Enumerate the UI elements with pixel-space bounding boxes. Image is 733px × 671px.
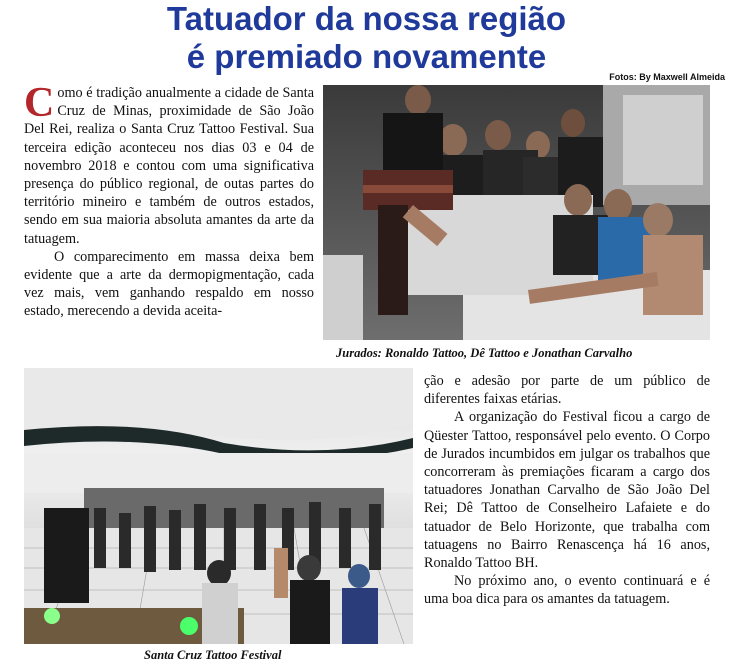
headline-line-1: Tatuador da nossa região <box>166 0 567 37</box>
paragraph-5: No próximo ano, o evento continuará e é uma boa dica para os amantes da tatuagem. <box>424 573 710 608</box>
festival-photo <box>24 368 413 644</box>
paragraph-2: O comparecimento em massa deixa bem evidente que a arte da dermopigmentação, cada vez mais, vem ganhando respaldo em nosso estado, merecendo a devida aceita- <box>24 248 314 320</box>
judges-photo <box>323 85 710 340</box>
paragraph-4: A organização do Festival ficou a cargo de Qüester Tattoo, responsável pelo evento. O Corpo de Jurados incumbidos em julgar os trabalhos que concorreram às premiações ficaram a cargo dos tatuadores Jonathan Carvalho de São João Del Rei; Dê Tattoo de Conselheiro Lafaiete e do tatuador de Belo Horizonte, que trabalha com tatuagens no Bairro Renascença há 16 anos, Ronaldo Tattoo BH. <box>424 409 710 572</box>
right-column <box>424 372 710 609</box>
paragraph-3: ção e adesão por parte de um público de diferentes faixas etárias. <box>424 373 710 408</box>
festival-photo-caption: Santa Cruz Tattoo Festival <box>144 648 282 662</box>
drop-cap: C <box>24 80 55 126</box>
headline <box>0 0 733 76</box>
judges-photo-caption: Jurados: Ronaldo Tattoo, Dê Tattoo e Jonathan Carvalho <box>336 346 633 360</box>
paragraph-1-text: omo é tradição anualmente a cidade de Santa Cruz de Minas, proximidade de São João Del Rei, realiza o Santa Cruz Tattoo Festival. Sua terceira edição aconteceu nos dias 03 e 04 de novembro 2018 e contou com uma significativa presença do público regional, de outas partes do território mineiro e também de outros estados, sendo em sua maioria absoluta amantes da arte da tatuagem. <box>24 85 314 247</box>
paragraph-1 <box>24 80 314 248</box>
left-column <box>24 80 314 321</box>
headline-line-2: é premiado novamente <box>186 38 547 75</box>
photo-credit: Fotos: By Maxwell Almeida <box>609 72 725 82</box>
